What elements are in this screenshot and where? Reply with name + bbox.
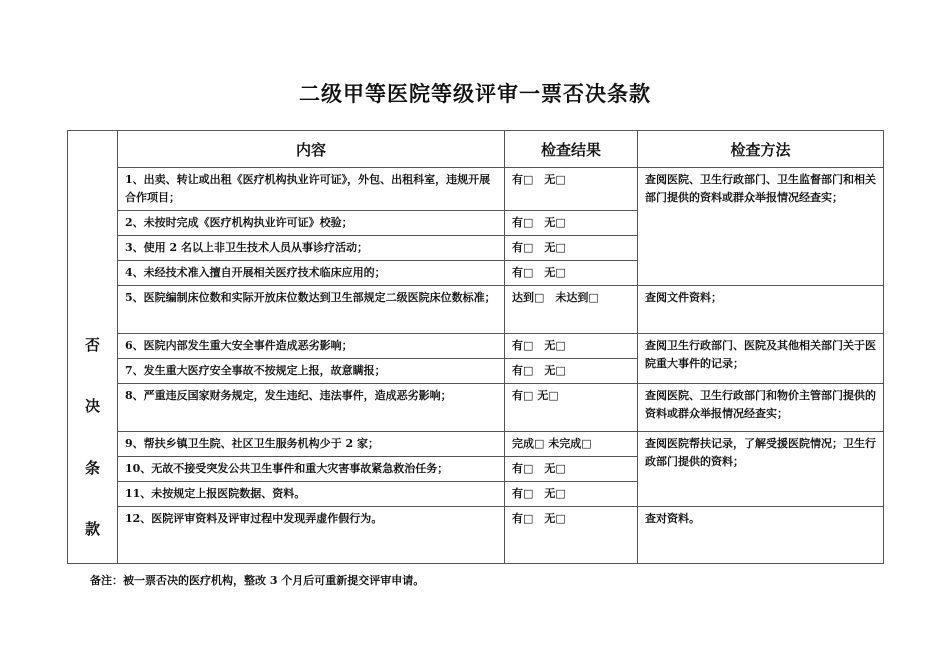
row-content: 5、医院编制床位数和实际开放床位数达到卫生部规定二级医院床位数标准； [118,286,505,334]
row-method: 查阅医院帮扶记录，了解受援医院情况；卫生行政部门提供的资料； [638,432,884,507]
row-content: 4、未经技术准入擅自开展相关医疗技术临床应用的； [118,261,505,286]
row-content: 9、帮扶乡镇卫生院、社区卫生服务机构少于 2 家； [118,432,505,457]
table-row [68,334,884,359]
side-char: 否 [84,336,100,354]
row-content: 1、出卖、转让或出租《医疗机构执业许可证》，外包、出租科室，违规开展合作项目； [118,168,505,211]
row-method: 查阅医院、卫生行政部门和物价主管部门提供的资料或群众举报情况经查实； [638,384,884,432]
row-result: 有□ 无□ [505,482,638,507]
row-content: 3、使用 2 名以上非卫生技术人员从事诊疗活动； [118,236,505,261]
row-result: 有□ 无□ [505,334,638,359]
table-row [68,432,884,457]
header-row [68,131,884,168]
row-result: 有□ 无□ [505,236,638,261]
veto-clauses-table [67,130,884,564]
table-row [68,384,884,432]
side-label-cell [68,131,118,564]
row-result: 有□ 无□ [505,457,638,482]
row-content: 12、医院评审资料及评审过程中发现弄虚作假行为。 [118,507,505,564]
row-result: 有□ 无□ [505,211,638,236]
row-content: 6、医院内部发生重大安全事件造成恶劣影响； [118,334,505,359]
row-result: 有□ 无□ [505,168,638,211]
row-result: 有□ 无□ [505,507,638,564]
side-char: 款 [84,519,100,538]
row-result: 有□ 无□ [505,359,638,384]
side-char: 条 [84,458,100,477]
row-method: 查对资料。 [638,507,884,564]
header-method: 检查方法 [638,131,884,168]
page-title: 二级甲等医院等级评审一票否决条款 [299,81,651,106]
row-content: 8、严重违反国家财务规定，发生违纪、违法事件，造成恶劣影响； [118,384,505,432]
header-result: 检查结果 [505,131,638,168]
row-method: 查阅卫生行政部门、医院及其他相关部门关于医院重大事件的记录； [638,334,884,384]
row-result: 有□ 无□ [505,261,638,286]
row-result: 达到□ 未达到□ [505,286,638,334]
table-row [68,507,884,564]
table-row [68,286,884,334]
row-method: 查阅文件资料； [638,286,884,334]
row-content: 2、未按时完成《医疗机构执业许可证》校验； [118,211,505,236]
table-row [68,168,884,211]
row-result: 完成□ 未完成□ [505,432,638,457]
header-content: 内容 [118,131,505,168]
row-method: 查阅医院、卫生行政部门、卫生监督部门和相关部门提供的资料或群众举报情况经查实； [638,168,884,286]
row-result: 有□ 无□ [505,384,638,432]
row-content: 11、未按规定上报医院数据、资料。 [118,482,505,507]
side-char: 决 [84,397,100,416]
row-content: 10、无故不接受突发公共卫生事件和重大灾害事故紧急救治任务； [118,457,505,482]
row-content: 7、发生重大医疗安全事故不按规定上报，故意瞒报； [118,359,505,384]
footnote: 备注：被一票否决的医疗机构，整改 3 个月后可重新提交评审申请。 [90,574,425,587]
